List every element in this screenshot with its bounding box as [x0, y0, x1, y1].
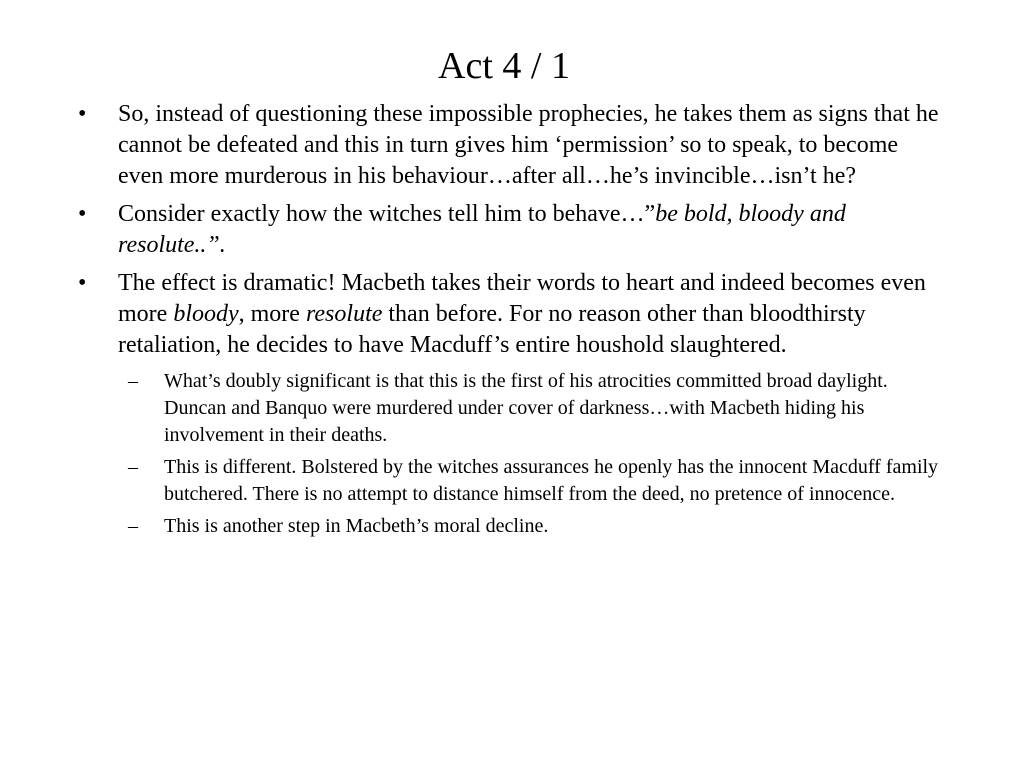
- bullet-text: So, instead of questioning these impossible prophecies, he takes them as signs that he cannot be defeated and this in turn gives him ‘permission’ so to speak, to become even more murderous in his behaviour…after all…he’s invincible…isn’t he?: [118, 101, 939, 189]
- bullet-marker: •: [78, 101, 87, 127]
- bullet-emphasis-resolute: resolute: [305, 301, 383, 327]
- bullet-item: [76, 99, 946, 192]
- bullet-text: , more: [238, 301, 306, 327]
- slide-title: Act 4 / 1: [438, 45, 570, 87]
- sub-bullet-text: This is another step in Macbeth’s moral decline.: [164, 515, 549, 537]
- sub-bullet-text: What’s doubly significant is that this is the first of his atrocities committed broad daylight. Duncan and Banquo were murdered under cover of darkness…with Macbeth hiding his involvement in their deaths.: [164, 370, 888, 446]
- bullet-quote-italic: be bold, bloody and resolute..”.: [118, 201, 846, 258]
- bullet-text: The effect is dramatic! Macbeth takes their words to heart and indeed becomes even more: [118, 270, 926, 327]
- bullet-marker: •: [78, 270, 87, 296]
- sub-bullet-marker: –: [128, 456, 138, 478]
- sub-bullet-text: This is different. Bolstered by the witches assurances he openly has the innocent Macduff family butchered. There is no attempt to distance himself from the deed, no pretence of innocence.: [164, 456, 939, 505]
- bullet-text: Consider exactly how the witches tell him to behave…”: [118, 201, 656, 227]
- bullet-emphasis-bloody: bloody: [173, 301, 239, 327]
- bullet-item: [76, 199, 946, 261]
- bullet-text: than before. For no reason other than bloodthirsty retaliation, he decides to have Macduff’s entire houshold slaughtered.: [118, 301, 866, 358]
- slide-body: [76, 99, 946, 545]
- sub-bullet-marker: –: [128, 370, 138, 392]
- sub-bullet-item: [76, 368, 946, 449]
- sub-bullet-marker: –: [128, 515, 138, 537]
- sub-bullet-item: [76, 454, 946, 508]
- bullet-item: [76, 268, 946, 361]
- sub-bullet-item: [76, 513, 946, 540]
- bullet-marker: •: [78, 201, 87, 227]
